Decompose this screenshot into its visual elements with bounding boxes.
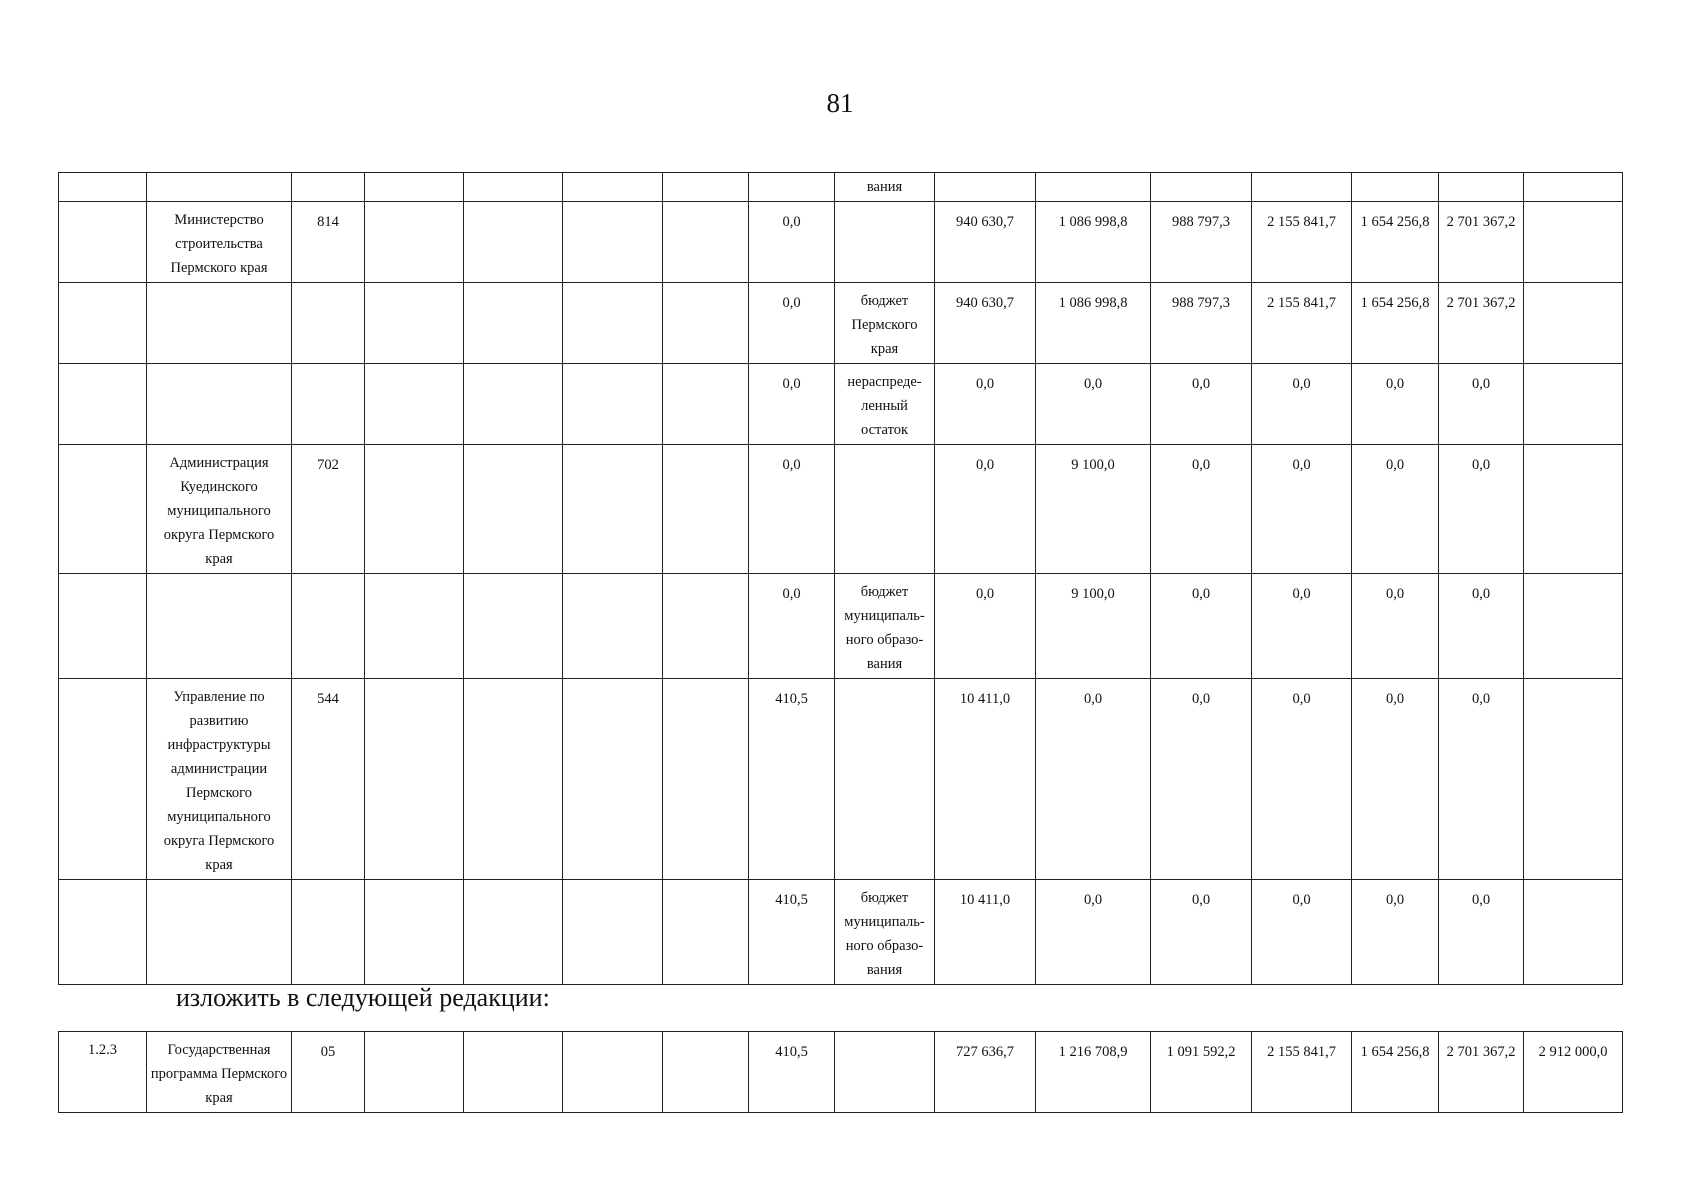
table-cell: бюджет муниципаль-ного образо-вания: [835, 574, 935, 679]
table-cell: 0,0: [1439, 880, 1524, 985]
table-cell: 0,0: [935, 445, 1036, 574]
table-cell: [563, 574, 663, 679]
table-cell: 2 701 367,2: [1439, 202, 1524, 283]
table-cell: 0,0: [1352, 880, 1439, 985]
table-cell: [59, 880, 147, 985]
table-cell: Управление по развитию инфраструктуры администрации Пермского муниципального округа Пермского края: [147, 679, 292, 880]
table-cell: [835, 679, 935, 880]
table-cell: [663, 364, 749, 445]
table-cell: [1524, 574, 1623, 679]
table-cell: [292, 283, 365, 364]
table-cell: 0,0: [935, 574, 1036, 679]
table-cell: 1 086 998,8: [1036, 283, 1151, 364]
table-cell: 1 654 256,8: [1352, 283, 1439, 364]
table-cell: [1252, 173, 1352, 202]
table-cell: 410,5: [749, 1032, 835, 1113]
table-cell: 0,0: [749, 364, 835, 445]
table-cell: 1 216 708,9: [1036, 1032, 1151, 1113]
budget-table-continuation: [58, 172, 1623, 985]
table-cell: 1 654 256,8: [1352, 1032, 1439, 1113]
table-cell: 0,0: [1151, 574, 1252, 679]
table-cell: [59, 364, 147, 445]
table-row: [59, 445, 1623, 574]
table-cell: Государственная программа Пермского края: [147, 1032, 292, 1113]
table-cell: [292, 173, 365, 202]
table-cell: [835, 1032, 935, 1113]
table-row: [59, 679, 1623, 880]
table-cell: 05: [292, 1032, 365, 1113]
table-cell: [464, 880, 563, 985]
table-cell: 0,0: [1439, 445, 1524, 574]
table-cell: [1524, 679, 1623, 880]
table-cell: [663, 880, 749, 985]
table-cell: 0,0: [1439, 574, 1524, 679]
table-cell: 9 100,0: [1036, 574, 1151, 679]
table-cell: 702: [292, 445, 365, 574]
table-cell: [663, 202, 749, 283]
table-cell: [1524, 880, 1623, 985]
table-cell: [464, 445, 563, 574]
table-cell: [59, 283, 147, 364]
table-cell: [464, 283, 563, 364]
table-row: [59, 364, 1623, 445]
table-cell: [365, 173, 464, 202]
table-row: [59, 202, 1623, 283]
section-caption: изложить в следующей редакции:: [176, 983, 550, 1012]
table-cell: [749, 173, 835, 202]
table-cell: [59, 173, 147, 202]
table-cell: 0,0: [1352, 364, 1439, 445]
table-cell: 988 797,3: [1151, 283, 1252, 364]
table-cell: [464, 574, 563, 679]
table-cell: 0,0: [1252, 679, 1352, 880]
table-cell: 0,0: [749, 202, 835, 283]
table-cell: [147, 173, 292, 202]
table-cell: [147, 574, 292, 679]
table-cell: 0,0: [1252, 880, 1352, 985]
page-number: 81: [826, 88, 854, 118]
table-cell: 410,5: [749, 679, 835, 880]
table-cell: [563, 1032, 663, 1113]
table-cell: [365, 1032, 464, 1113]
table-cell: [292, 574, 365, 679]
table-cell: Администрация Куединского муниципального округа Пермского края: [147, 445, 292, 574]
table-cell: [663, 679, 749, 880]
table-cell: 0,0: [1036, 679, 1151, 880]
table-cell: 940 630,7: [935, 202, 1036, 283]
table-cell: [59, 202, 147, 283]
table-row: [59, 1032, 1623, 1113]
table-cell: 814: [292, 202, 365, 283]
table-row: [59, 283, 1623, 364]
table-cell: 1 086 998,8: [1036, 202, 1151, 283]
table-cell: [1036, 173, 1151, 202]
table-cell: 0,0: [935, 364, 1036, 445]
table-cell: 0,0: [1252, 574, 1352, 679]
table-cell: [147, 283, 292, 364]
table-cell: [59, 445, 147, 574]
table-cell: 410,5: [749, 880, 835, 985]
table-row: [59, 880, 1623, 985]
table-cell: [1439, 173, 1524, 202]
table-cell: [563, 880, 663, 985]
budget-table-new-edition: [58, 1031, 1623, 1113]
budget-table-body: [59, 173, 1623, 985]
table-cell: [365, 880, 464, 985]
table-cell: 0,0: [1151, 445, 1252, 574]
table-cell: 0,0: [749, 574, 835, 679]
table-cell: [365, 445, 464, 574]
table-cell: 2 912 000,0: [1524, 1032, 1623, 1113]
table-cell: [563, 173, 663, 202]
table-cell: [59, 679, 147, 880]
table-cell: 1 654 256,8: [1352, 202, 1439, 283]
table-cell: [663, 173, 749, 202]
table-cell: 727 636,7: [935, 1032, 1036, 1113]
table-cell: бюджет Пермского края: [835, 283, 935, 364]
table-cell: 0,0: [1252, 364, 1352, 445]
table-cell: [563, 364, 663, 445]
table-cell: [563, 283, 663, 364]
table-cell: 2 701 367,2: [1439, 1032, 1524, 1113]
table-cell: [935, 173, 1036, 202]
table-cell: [365, 283, 464, 364]
table-cell: 988 797,3: [1151, 202, 1252, 283]
table-cell: [1524, 364, 1623, 445]
table-cell: [663, 574, 749, 679]
table-cell: [292, 880, 365, 985]
table-cell: [1524, 283, 1623, 364]
table-cell: [835, 445, 935, 574]
table-cell: [292, 364, 365, 445]
table-cell: 0,0: [749, 445, 835, 574]
table-cell: 1 091 592,2: [1151, 1032, 1252, 1113]
table-cell: [59, 574, 147, 679]
table-cell: 2 155 841,7: [1252, 1032, 1352, 1113]
table-cell: [663, 1032, 749, 1113]
table-cell: [1524, 445, 1623, 574]
table-cell: [663, 283, 749, 364]
table-cell: [365, 202, 464, 283]
table-row: [59, 574, 1623, 679]
table-cell: 0,0: [1352, 574, 1439, 679]
table-cell: [835, 202, 935, 283]
table-cell: 1.2.3: [59, 1032, 147, 1113]
table-cell: [365, 574, 464, 679]
table-cell: 940 630,7: [935, 283, 1036, 364]
table-cell: [464, 679, 563, 880]
table-cell: [663, 445, 749, 574]
table-cell: 0,0: [1036, 364, 1151, 445]
table-cell: нераспреде-ленный остаток: [835, 364, 935, 445]
table-cell: [464, 173, 563, 202]
table-cell: 0,0: [1439, 364, 1524, 445]
table-cell: [1352, 173, 1439, 202]
table-cell: 0,0: [1151, 880, 1252, 985]
table-cell: 2 155 841,7: [1252, 202, 1352, 283]
table-cell: [1524, 202, 1623, 283]
table-cell: 544: [292, 679, 365, 880]
table-cell: 0,0: [1151, 679, 1252, 880]
table-cell: [563, 445, 663, 574]
table-cell: 0,0: [1439, 679, 1524, 880]
table-cell: [464, 202, 563, 283]
budget-table-body: [59, 1032, 1623, 1113]
table-cell: [1524, 173, 1623, 202]
table-cell: [365, 679, 464, 880]
table-cell: [464, 1032, 563, 1113]
table-cell: 0,0: [749, 283, 835, 364]
table-cell: 0,0: [1151, 364, 1252, 445]
table-cell: 0,0: [1252, 445, 1352, 574]
table-cell: 2 701 367,2: [1439, 283, 1524, 364]
table-cell: 10 411,0: [935, 880, 1036, 985]
table-cell: 10 411,0: [935, 679, 1036, 880]
table-cell: 2 155 841,7: [1252, 283, 1352, 364]
table-row: [59, 173, 1623, 202]
table-cell: Министерство строительства Пермского края: [147, 202, 292, 283]
table-cell: [1151, 173, 1252, 202]
table-cell: [563, 679, 663, 880]
table-cell: 0,0: [1352, 445, 1439, 574]
table-cell: [147, 880, 292, 985]
table-cell: [563, 202, 663, 283]
table-cell: [365, 364, 464, 445]
table-cell: 9 100,0: [1036, 445, 1151, 574]
table-cell: [147, 364, 292, 445]
table-cell: 0,0: [1352, 679, 1439, 880]
table-cell: вания: [835, 173, 935, 202]
table-cell: [464, 364, 563, 445]
table-cell: бюджет муниципаль-ного образо-вания: [835, 880, 935, 985]
table-cell: 0,0: [1036, 880, 1151, 985]
